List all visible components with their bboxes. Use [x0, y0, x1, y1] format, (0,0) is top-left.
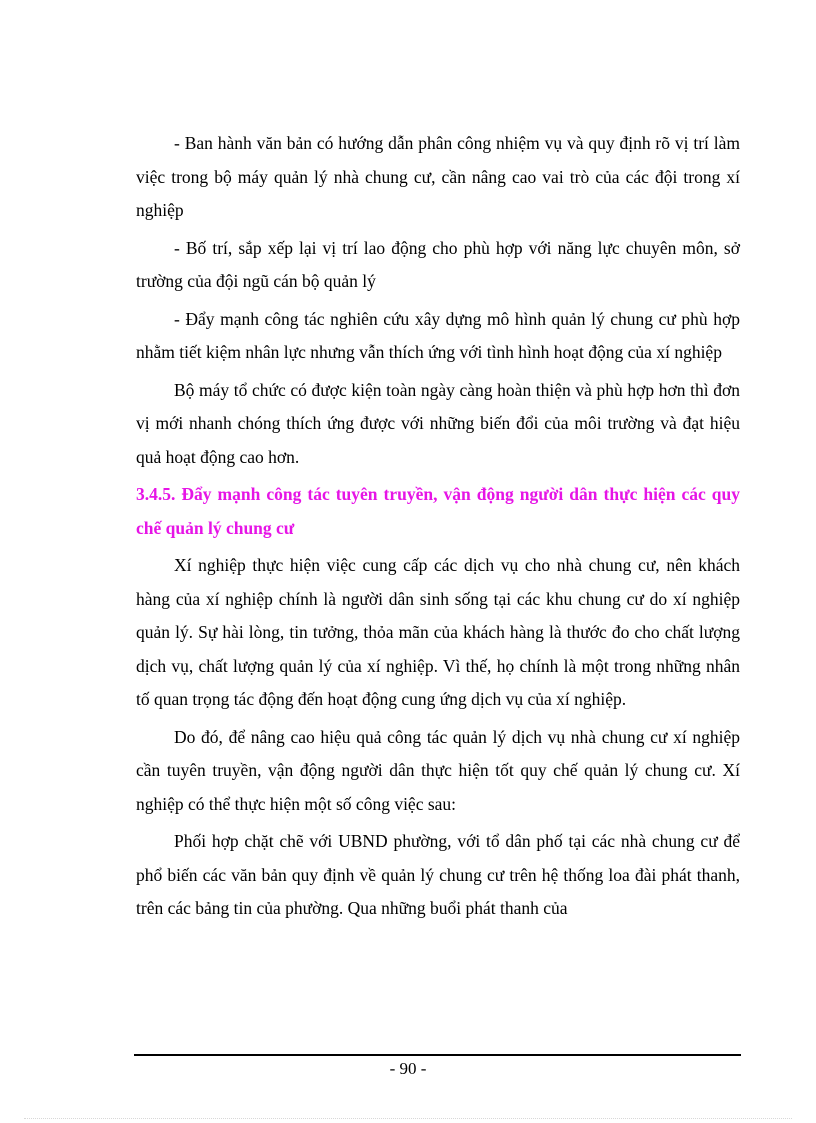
- paragraph: Bộ máy tổ chức có được kiện toàn ngày càng hoàn thiện và phù hợp hơn thì đơn vị mới nhanh chóng thích ứng được với những biến đổi của môi trường và đạt hiệu quả hoạt động cao hơn.: [136, 379, 740, 467]
- paragraph: - Đẩy mạnh công tác nghiên cứu xây dựng mô hình quản lý chung cư phù hợp nhằm tiết kiệm nhân lực nhưng vẫn thích ứng với tình hình hoạt động của xí nghiệp: [136, 308, 740, 362]
- page-edge-divider: [24, 1118, 792, 1119]
- paragraph: - Ban hành văn bản có hướng dẫn phân công nhiệm vụ và quy định rõ vị trí làm việc trong bộ máy quản lý nhà chung cư, cần nâng cao vai trò của các đội trong xí nghiệp: [136, 133, 740, 220]
- section-heading: 3.4.5. Đẩy mạnh công tác tuyên truyền, vận động người dân thực hiện các quy chế quản lý chung cư: [136, 484, 740, 538]
- body-text: [136, 127, 740, 930]
- paragraph: Do đó, để nâng cao hiệu quả công tác quản lý dịch vụ nhà chung cư xí nghiệp cần tuyên truyền, vận động người dân thực hiện tốt quy chế quản lý chung cư. Xí nghiệp có thể thực hiện một số công việc sau:: [136, 726, 740, 814]
- paragraph: - Bố trí, sắp xếp lại vị trí lao động cho phù hợp với năng lực chuyên môn, sở trường của đội ngũ cán bộ quản lý: [136, 237, 740, 291]
- footer-divider: [134, 1054, 741, 1056]
- paragraph: Xí nghiệp thực hiện việc cung cấp các dịch vụ cho nhà chung cư, nên khách hàng của xí nghiệp chính là người dân sinh sống tại các khu chung cư do xí nghiệp quản lý. Sự hài lòng, tin tưởng, thỏa mãn của khách hàng là thước đo cho chất lượng dịch vụ, chất lượng quản lý của xí nghiệp. Vì thế, họ chính là một trong những nhân tố quan trọng tác động đến hoạt động cung ứng dịch vụ của xí nghiệp.: [136, 555, 740, 709]
- page-number: - 90 -: [389, 1059, 427, 1078]
- paragraph: Phối hợp chặt chẽ với UBND phường, với tổ dân phố tại các nhà chung cư để phổ biến các văn bản quy định về quản lý chung cư trên hệ thống loa đài phát thanh, trên các bảng tin của phường. Qua những buổi phát thanh của: [136, 831, 740, 918]
